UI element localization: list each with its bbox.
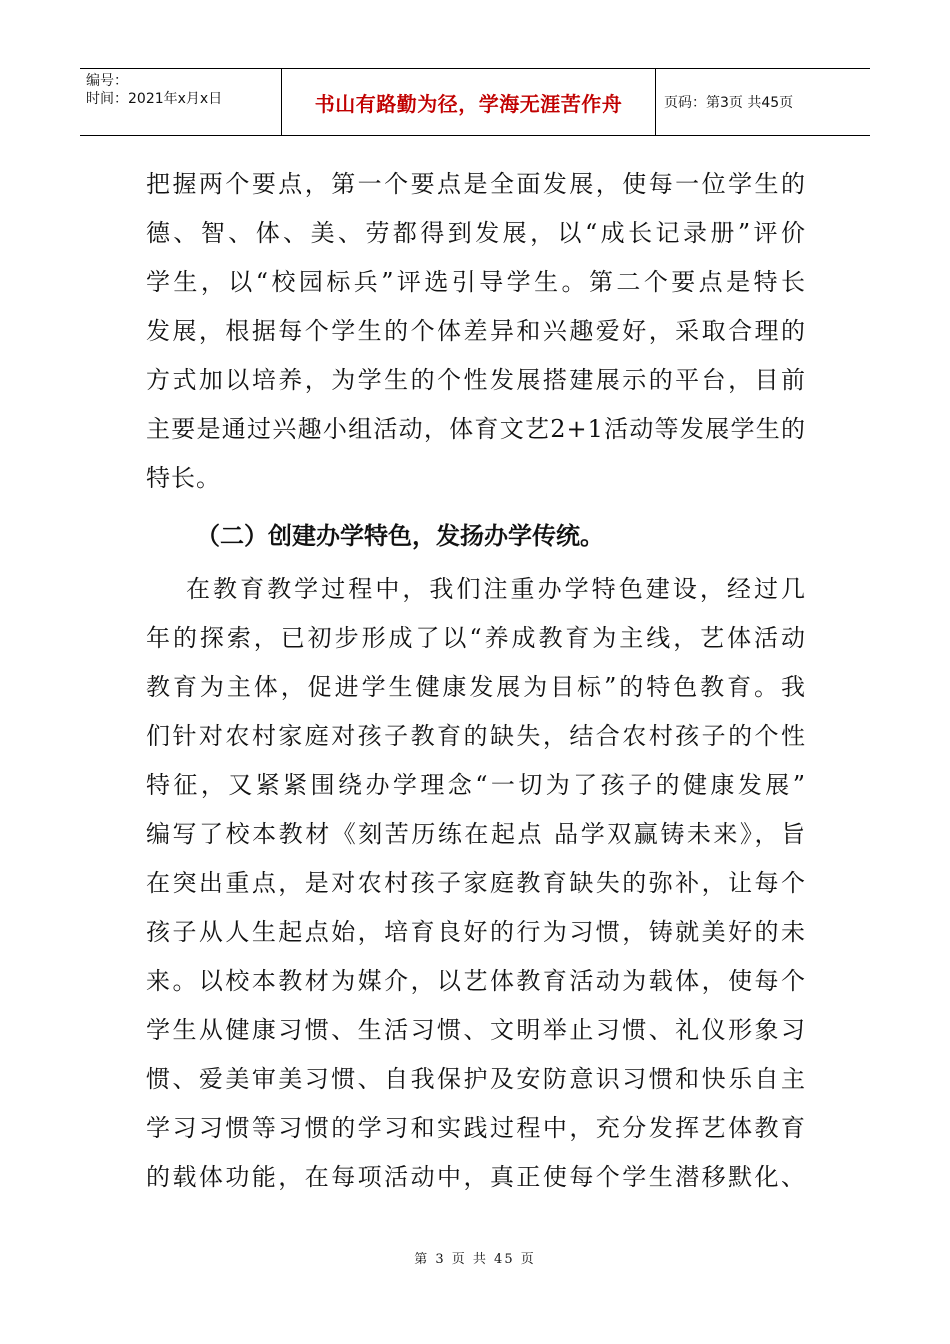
page-footer: 第 3 页 共 45 页 xyxy=(414,1252,536,1267)
document-number-label: 编号： xyxy=(86,73,128,89)
text-line: 把握两个要点，第一个要点是全面发展，使每一位学生的 xyxy=(146,170,806,198)
text-line: 年的探索，已初步形成了以“养成教育为主线，艺体活动 xyxy=(146,624,806,652)
text-line: 编写了校本教材《刻苦历练在起点 品学双赢铸未来》，旨 xyxy=(146,820,806,848)
header-meta-cell xyxy=(80,69,282,135)
text-line: 孩子从人生起点始，培育良好的行为习惯，铸就美好的未 xyxy=(146,918,806,946)
text-line: 在教育教学过程中，我们注重办学特色建设，经过几 xyxy=(186,575,806,603)
header-table xyxy=(80,68,870,136)
paragraph-2 xyxy=(146,565,806,1202)
section-heading: （二）创建办学特色，发扬办学传统。 xyxy=(196,522,604,550)
document-body xyxy=(146,160,806,1202)
text-line: 发展，根据每个学生的个体差异和兴趣爱好，采取合理的 xyxy=(146,317,806,345)
text-line: 们针对农村家庭对孩子教育的缺失，结合农村孩子的个性 xyxy=(146,722,806,750)
text-line: 德、智、体、美、劳都得到发展，以“成长记录册”评价 xyxy=(146,219,806,247)
text-line: 特征，又紧紧围绕办学理念“一切为了孩子的健康发展” xyxy=(146,771,806,799)
text-line: 惯、爱美审美习惯、自我保护及安防意识习惯和快乐自主 xyxy=(146,1065,806,1093)
text-line: 特长。 xyxy=(146,464,221,492)
text-line: 在突出重点，是对农村孩子家庭教育缺失的弥补，让每个 xyxy=(146,869,806,897)
text-line: 方式加以培养，为学生的个性发展搭建展示的平台，目前 xyxy=(146,366,806,394)
text-line: 主要是通过兴趣小组活动，体育文艺2+1活动等发展学生的 xyxy=(146,415,806,443)
document-time-label: 时间：2021年x月x日 xyxy=(86,91,223,107)
text-line: 学生从健康习惯、生活习惯、文明举止习惯、礼仪形象习 xyxy=(146,1016,806,1044)
text-line: 学生，以“校园标兵”评选引导学生。第二个要点是特长 xyxy=(146,268,806,296)
text-line: 学习习惯等习惯的学习和实践过程中，充分发挥艺体教育 xyxy=(146,1114,806,1142)
header-page-info: 页码：第3页 共45页 xyxy=(664,95,794,111)
header-motto: 书山有路勤为径，学海无涯苦作舟 xyxy=(282,69,656,135)
text-line: 教育为主体，促进学生健康发展为目标”的特色教育。我 xyxy=(146,673,806,701)
paragraph-1 xyxy=(146,160,806,503)
text-line: 的载体功能，在每项活动中，真正使每个学生潜移默化、 xyxy=(146,1163,806,1191)
text-line: 来。以校本教材为媒介，以艺体教育活动为载体，使每个 xyxy=(146,967,806,995)
